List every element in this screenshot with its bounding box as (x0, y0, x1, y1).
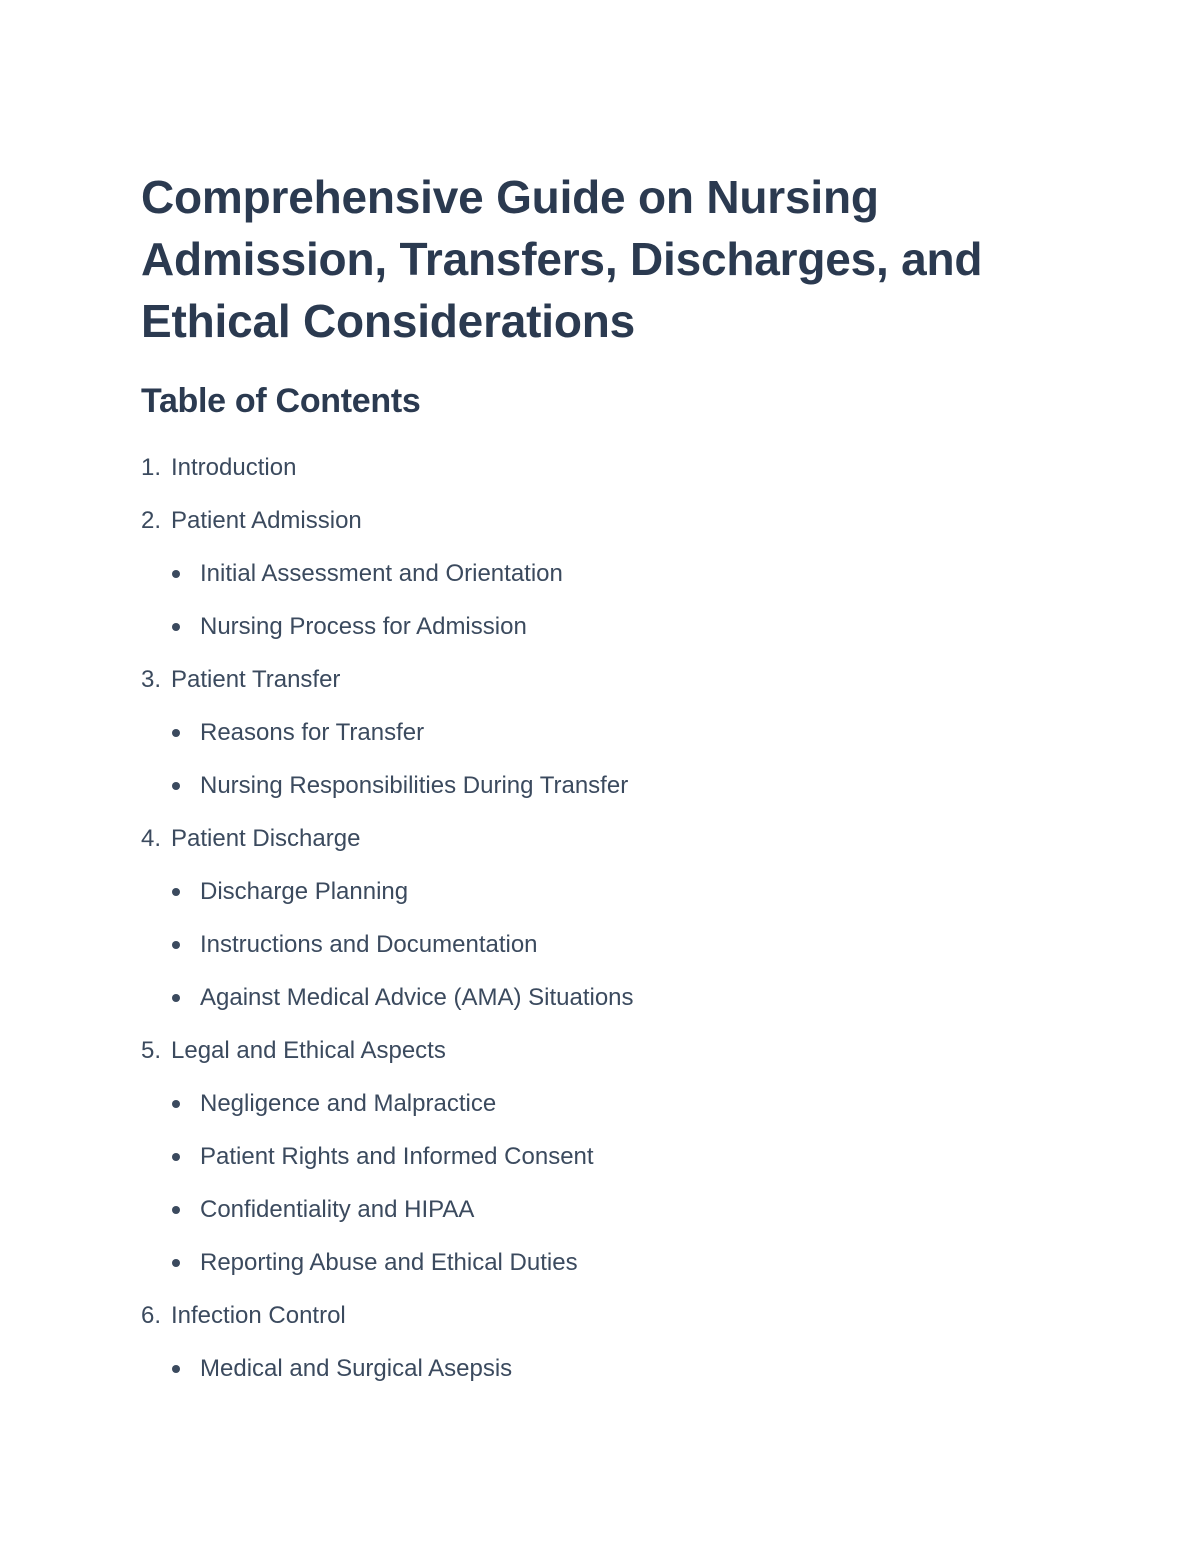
toc-item-label: Infection Control (171, 1302, 346, 1329)
toc-subitem-label: Medical and Surgical Asepsis (200, 1355, 513, 1382)
toc-item-label: Patient Transfer (171, 666, 341, 693)
bullet-icon (172, 782, 180, 790)
toc-subitem-label: Reasons for Transfer (200, 719, 425, 746)
toc-subitem-label: Nursing Responsibilities During Transfer (200, 772, 629, 799)
toc-item (141, 823, 360, 855)
toc-item (141, 452, 296, 484)
toc-subitem-label: Instructions and Documentation (200, 931, 538, 958)
toc-subitem-label: Discharge Planning (200, 878, 409, 905)
bullet-icon (172, 994, 180, 1002)
bullet-icon (172, 1206, 180, 1214)
toc-item-label: Patient Admission (171, 507, 362, 534)
toc-item-label: Introduction (171, 454, 297, 481)
toc-item (141, 505, 362, 537)
toc-subitem (200, 558, 563, 590)
bullet-icon (172, 729, 180, 737)
toc-subitem (200, 1141, 594, 1173)
toc-subitem-label: Initial Assessment and Orientation (200, 560, 563, 587)
toc-subitem (200, 876, 408, 908)
bullet-icon (172, 570, 180, 578)
toc-item-label: Patient Discharge (171, 825, 361, 852)
toc-subitem-label: Negligence and Malpractice (200, 1090, 497, 1117)
toc-subitem (200, 1194, 474, 1226)
toc-item-number: 4. (141, 825, 162, 852)
bullet-icon (172, 1259, 180, 1267)
toc-item-number: 2. (141, 507, 162, 534)
bullet-icon (172, 1153, 180, 1161)
toc-subitem (200, 611, 527, 643)
toc-subitem-label: Nursing Process for Admission (200, 613, 527, 640)
toc-subitem (200, 929, 538, 961)
toc-item-number: 6. (141, 1302, 162, 1329)
toc-subitem (200, 982, 634, 1014)
toc-subitem-label: Patient Rights and Informed Consent (200, 1143, 594, 1170)
bullet-icon (172, 888, 180, 896)
toc-item-label: Legal and Ethical Aspects (171, 1037, 446, 1064)
toc-subitem-label: Confidentiality and HIPAA (200, 1196, 475, 1223)
toc-item (141, 1035, 446, 1067)
toc-item-number: 5. (141, 1037, 162, 1064)
toc-subitem (200, 1088, 496, 1120)
toc-subitem (200, 770, 628, 802)
bullet-icon (172, 1100, 180, 1108)
bullet-icon (172, 941, 180, 949)
toc-item (141, 1300, 346, 1332)
toc-subitem (200, 717, 424, 749)
bullet-icon (172, 623, 180, 631)
document-title: Comprehensive Guide on Nursing Admission, Transfers, Discharges, and Ethical Considerations (141, 171, 983, 347)
toc-item-number: 1. (141, 454, 162, 481)
toc-subitem (200, 1353, 512, 1385)
toc-subitem-label: Reporting Abuse and Ethical Duties (200, 1249, 578, 1276)
bullet-icon (172, 1365, 180, 1373)
toc-item (141, 664, 340, 696)
toc-heading: Table of Contents (141, 382, 421, 420)
toc-item-number: 3. (141, 666, 162, 693)
toc-subitem (200, 1247, 578, 1279)
toc-subitem-label: Against Medical Advice (AMA) Situations (200, 984, 634, 1011)
